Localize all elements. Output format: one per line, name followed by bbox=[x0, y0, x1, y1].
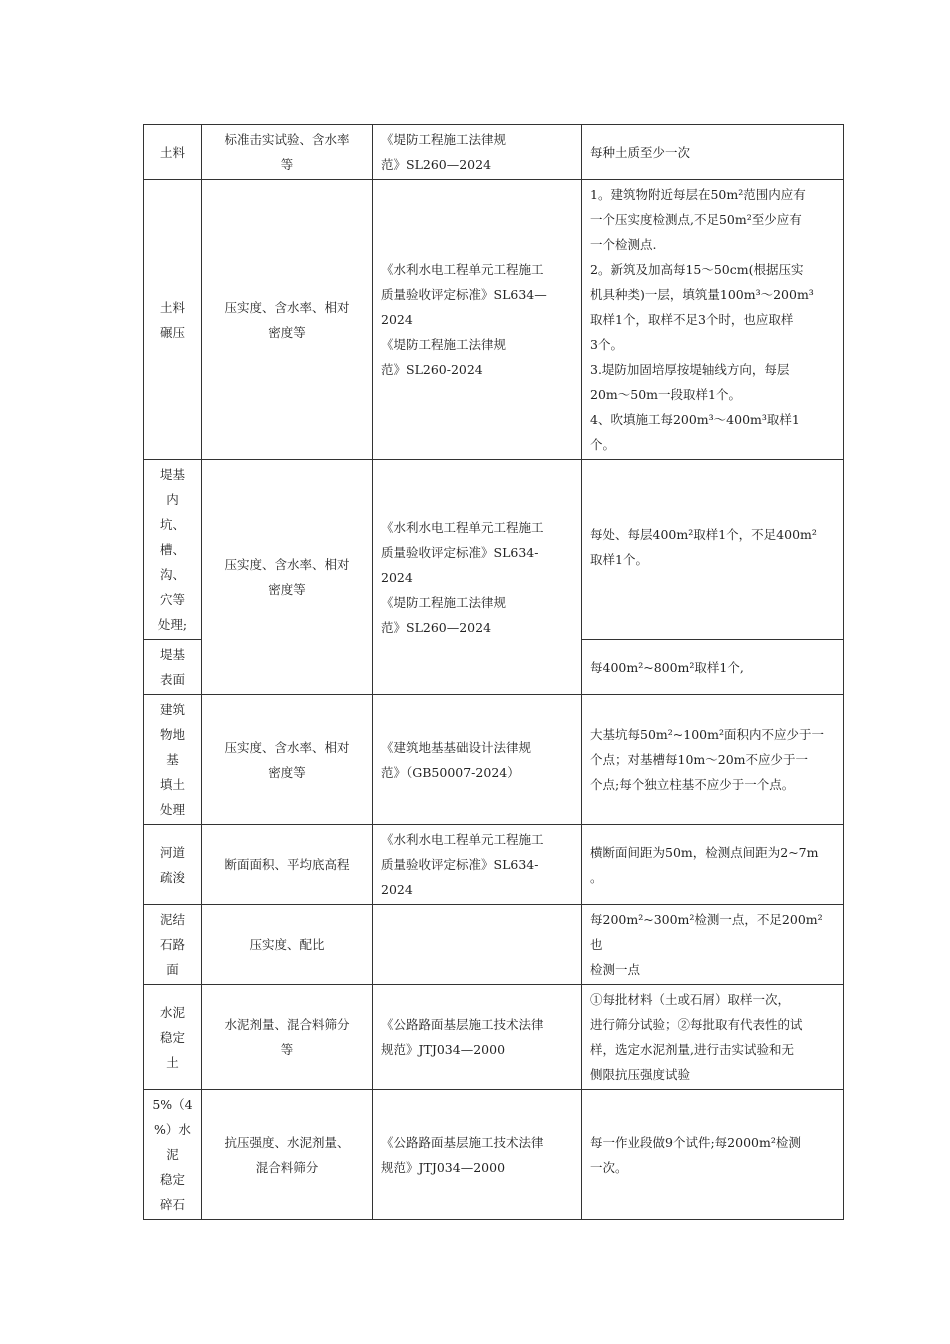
test-cell: 标准击实试验、含水率 等 bbox=[202, 125, 373, 180]
table-row bbox=[144, 825, 844, 905]
item-cell: 土料 碾压 bbox=[144, 180, 202, 460]
table-row bbox=[144, 905, 844, 985]
table-row bbox=[144, 1090, 844, 1220]
item-cell: 堤基 内 坑、 槽、 沟、 穴等 处理; bbox=[144, 460, 202, 640]
frequency-cell: 每200m²~300m²检测一点，不足200m²也 检测一点 bbox=[582, 905, 844, 985]
item-cell: 泥结 石路 面 bbox=[144, 905, 202, 985]
table-row bbox=[144, 985, 844, 1090]
test-cell: 压实度、含水率、相对 密度等 bbox=[202, 695, 373, 825]
test-cell: 断面面积、平均底高程 bbox=[202, 825, 373, 905]
item-cell: 土料 bbox=[144, 125, 202, 180]
item-cell: 建筑 物地 基 填土 处理 bbox=[144, 695, 202, 825]
test-cell: 抗压强度、水泥剂量、 混合料筛分 bbox=[202, 1090, 373, 1220]
table-row bbox=[144, 695, 844, 825]
standard-cell bbox=[373, 905, 582, 985]
standard-cell: 《堤防工程施工法律规 范》SL260—2024 bbox=[373, 125, 582, 180]
item-cell: 水泥 稳定 土 bbox=[144, 985, 202, 1090]
test-cell: 水泥剂量、混合料筛分 等 bbox=[202, 985, 373, 1090]
table-row bbox=[144, 125, 844, 180]
frequency-cell: 每一作业段做9个试件;每2000m²检测 一次。 bbox=[582, 1090, 844, 1220]
table-row bbox=[144, 180, 844, 460]
test-cell: 压实度、含水率、相对 密度等 bbox=[202, 460, 373, 695]
frequency-cell: 每种土质至少一次 bbox=[582, 125, 844, 180]
frequency-cell: 大基坑每50m²~100m²面积内不应少于一 个点；对基槽每10m～20m不应少于一 个点;每个独立柱基不应少于一个点。 bbox=[582, 695, 844, 825]
frequency-cell: 每400m²~800m²取样1个, bbox=[582, 640, 844, 695]
test-cell: 压实度、配比 bbox=[202, 905, 373, 985]
standard-cell: 《公路路面基层施工技术法律 规范》JTJ034—2000 bbox=[373, 1090, 582, 1220]
standard-cell: 《水利水电工程单元工程施工 质量验收评定标准》SL634- 2024 bbox=[373, 825, 582, 905]
table-row bbox=[144, 460, 844, 640]
test-cell: 压实度、含水率、相对 密度等 bbox=[202, 180, 373, 460]
item-cell: 堤基 表面 bbox=[144, 640, 202, 695]
standard-cell: 《公路路面基层施工技术法律 规范》JTJ034—2000 bbox=[373, 985, 582, 1090]
standard-cell: 《水利水电工程单元工程施工 质量验收评定标准》SL634— 2024 《堤防工程施工法律规 范》SL260-2024 bbox=[373, 180, 582, 460]
frequency-cell: ①每批材料（土或石屑）取样一次， 进行筛分试验；②每批取有代表性的试 样，选定水泥剂量,进行击实试验和无 侧限抗压强度试验 bbox=[582, 985, 844, 1090]
frequency-cell: 1。建筑物附近每层在50m²范围内应有 一个压实度检测点,不足50m²至少应有 一个检测点. 2。新筑及加高每15～50cm(根据压实 机具种类)一层，填筑量100m³～200m³ 取样1个，取样不足3个时，也应取样 3个。 3.堤防加固培厚按堤轴线方向，每层 20m～50m一段取样1个。 4、吹填施工每200m³～400m³取样1 个。 bbox=[582, 180, 844, 460]
inspection-table bbox=[143, 124, 844, 1220]
item-cell: 河道 疏浚 bbox=[144, 825, 202, 905]
frequency-cell: 横断面间距为50m，检测点间距为2~7m 。 bbox=[582, 825, 844, 905]
item-cell: 5%（4 %）水 泥 稳定 碎石 bbox=[144, 1090, 202, 1220]
frequency-cell: 每处、每层400m²取样1个，不足400m² 取样1个。 bbox=[582, 460, 844, 640]
standard-cell: 《水利水电工程单元工程施工 质量验收评定标准》SL634- 2024 《堤防工程施工法律规 范》SL260—2024 bbox=[373, 460, 582, 695]
standard-cell: 《建筑地基基础设计法律规 范》（GB50007-2024） bbox=[373, 695, 582, 825]
